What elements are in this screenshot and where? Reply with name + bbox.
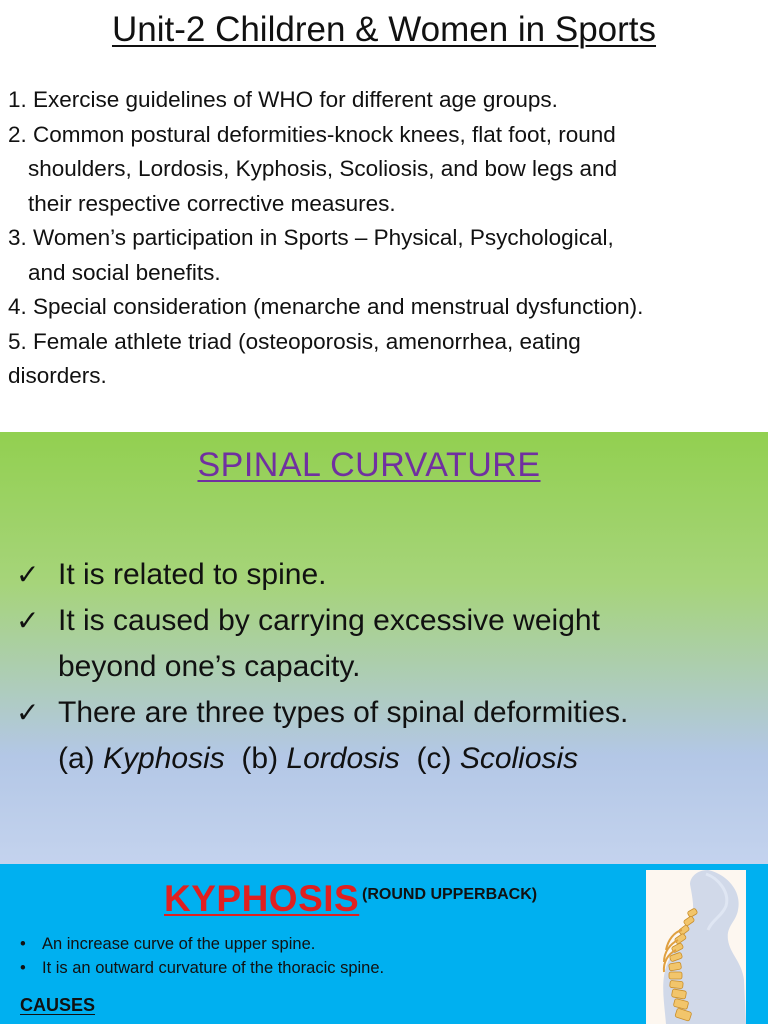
kyphosis-spine-icon <box>646 870 746 1024</box>
kyphosis-title: KYPHOSIS <box>164 878 360 919</box>
spine-illustration <box>646 870 746 1024</box>
list-item: 4. Special consideration (menarche and menstrual dysfunction). <box>8 294 644 319</box>
checkmark-icon: ✓ <box>16 697 40 728</box>
list-item: ✓ It is caused by carrying excessive weight beyond one’s capacity. <box>16 598 756 690</box>
list-item: • It is an outward curvature of the thoracic spine. <box>20 956 384 980</box>
spinal-bullets <box>16 552 756 782</box>
list-item: ✓ There are three types of spinal deformities. (a) Kyphosis (b) Lordosis (c) Scoliosis <box>16 690 756 782</box>
list-item: 1. Exercise guidelines of WHO for different age groups. <box>8 87 558 112</box>
list-item: 5. Female athlete triad (osteoporosis, amenorrhea, eating disorders. <box>8 328 581 388</box>
kyphosis-subtitle: (ROUND UPPERBACK) <box>362 886 538 903</box>
list-item: 3. Women’s participation in Sports – Physical, Psychological, and social benefits. <box>8 225 614 285</box>
slide-spinal-curvature <box>0 432 768 864</box>
syllabus-list <box>8 83 758 394</box>
kyphosis-header <box>164 878 359 924</box>
kyphosis-bullets <box>20 932 384 980</box>
deformity-types: (a) Kyphosis (b) Lordosis (c) Scoliosis <box>58 742 579 775</box>
checkmark-icon: ✓ <box>16 559 40 590</box>
unit-title: Unit-2 Children & Women in Sports <box>111 10 657 49</box>
list-item: ✓ It is related to spine. <box>16 552 756 598</box>
checkmark-icon: ✓ <box>16 605 40 636</box>
list-item: 2. Common postural deformities-knock knees, flat foot, round shoulders, Lordosis, Kyphosis, Scoliosis, and bow legs and their respective corrective measures. <box>8 121 618 216</box>
slide-syllabus <box>0 0 768 432</box>
list-item: • An increase curve of the upper spine. <box>20 932 384 956</box>
causes-heading: CAUSES <box>20 995 96 1015</box>
spinal-curvature-title: SPINAL CURVATURE <box>197 446 541 484</box>
